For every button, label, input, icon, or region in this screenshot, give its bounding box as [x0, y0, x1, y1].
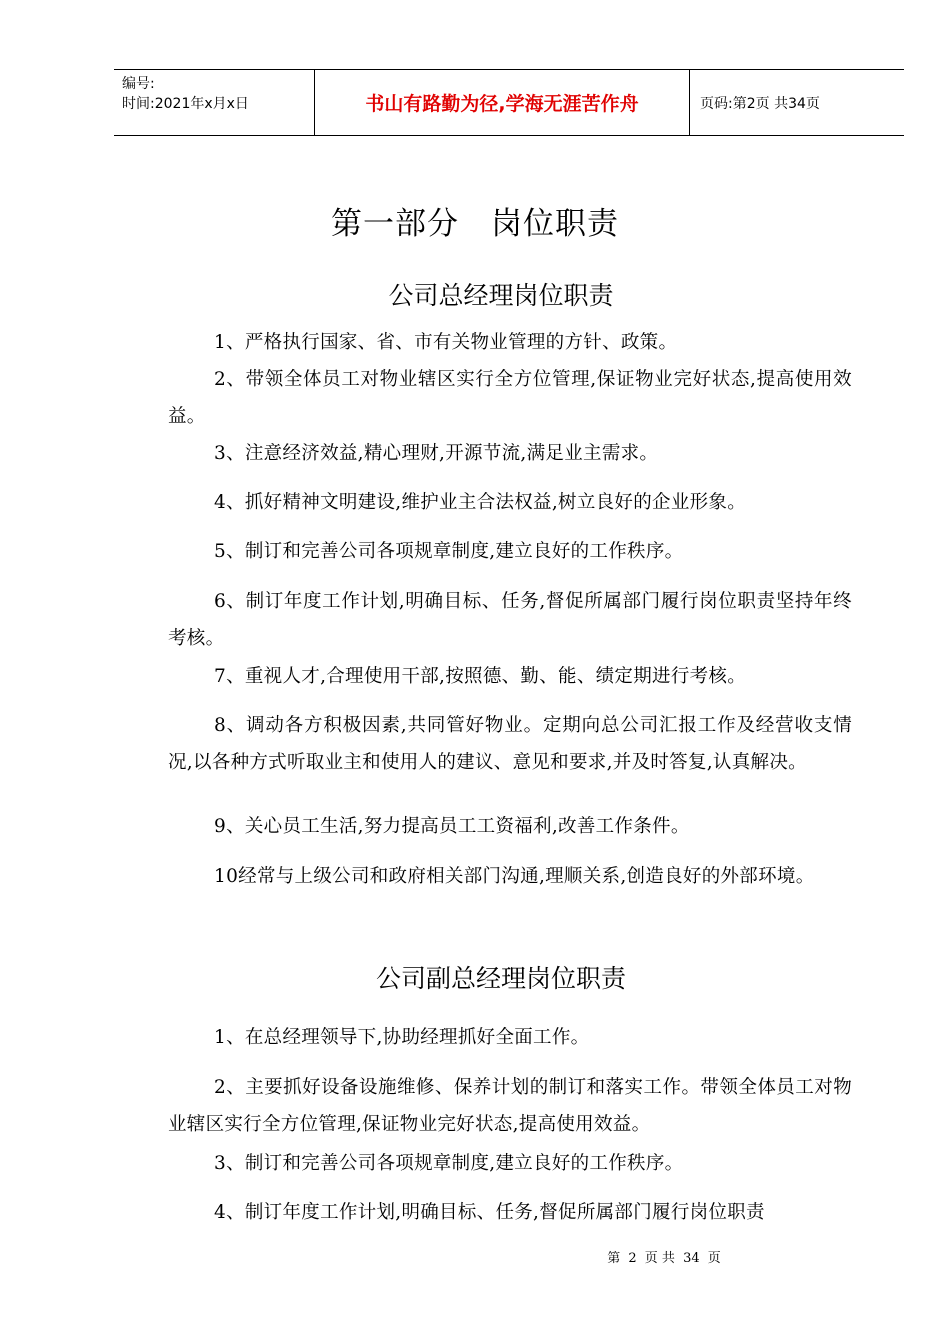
page-footer: [0, 1247, 950, 1266]
title-part: 第一部分: [331, 206, 459, 242]
header-meta: [114, 70, 315, 135]
section2-item: 2、主要抓好设备设施维修、保养计划的制订和落实工作。带领全体员工对物业辖区实行全方位管理,保证物业完好状态,提高使用效益。: [168, 1077, 852, 1135]
footer-suffix: 页: [707, 1251, 721, 1266]
section2-item: 3、制订和完善公司各项规章制度,建立良好的工作秩序。: [214, 1153, 684, 1174]
section1-item: 5、制订和完善公司各项规章制度,建立良好的工作秩序。: [214, 541, 684, 562]
section2-title: 公司副总经理岗位职责: [375, 964, 626, 993]
footer-prefix: 第: [607, 1251, 621, 1266]
section1-title: 公司总经理岗位职责: [388, 281, 614, 310]
number-label: 编号:: [122, 76, 155, 92]
section1-item: 2、带领全体员工对物业辖区实行全方位管理,保证物业完好状态,提高使用效益。: [168, 369, 852, 427]
header-motto: 书山有路勤为径,学海无涯苦作舟: [315, 70, 690, 135]
section2-item: 4、制订年度工作计划,明确目标、任务,督促所属部门履行岗位职责: [214, 1202, 765, 1223]
footer-page: 2: [628, 1251, 637, 1266]
section2-item: 1、在总经理领导下,协助经理抓好全面工作。: [214, 1027, 590, 1048]
section1-item: 7、重视人才,合理使用干部,按照德、勤、能、绩定期进行考核。: [214, 666, 747, 687]
section1-item: 8、调动各方积极因素,共同管好物业。定期向总公司汇报工作及经营收支情况,以各种方式听取业主和使用人的建议、意见和要求,并及时答复,认真解决。: [168, 715, 852, 773]
section1-item: 3、注意经济效益,精心理财,开源节流,满足业主需求。: [214, 443, 659, 464]
title-name: 岗位职责: [491, 206, 619, 242]
footer-middle: 页 共: [644, 1251, 675, 1266]
document-title: [0, 198, 950, 243]
section1-item: 6、制订年度工作计划,明确目标、任务,督促所属部门履行岗位职责坚持年终考核。: [168, 591, 852, 649]
header-page-info: 页码:第2页 共34页: [700, 95, 820, 112]
section1-item: 4、抓好精神文明建设,维护业主合法权益,树立良好的企业形象。: [214, 492, 747, 513]
time-label: 时间:2021年x月x日: [122, 96, 249, 112]
section1-item: 1、严格执行国家、省、市有关物业管理的方针、政策。: [214, 332, 678, 353]
section1-item: 10经常与上级公司和政府相关部门沟通,理顺关系,创造良好的外部环境。: [214, 866, 815, 887]
section1-item: 9、关心员工生活,努力提高员工工资福利,改善工作条件。: [214, 816, 690, 837]
footer-total: 34: [683, 1251, 700, 1266]
page-header: [114, 69, 904, 136]
